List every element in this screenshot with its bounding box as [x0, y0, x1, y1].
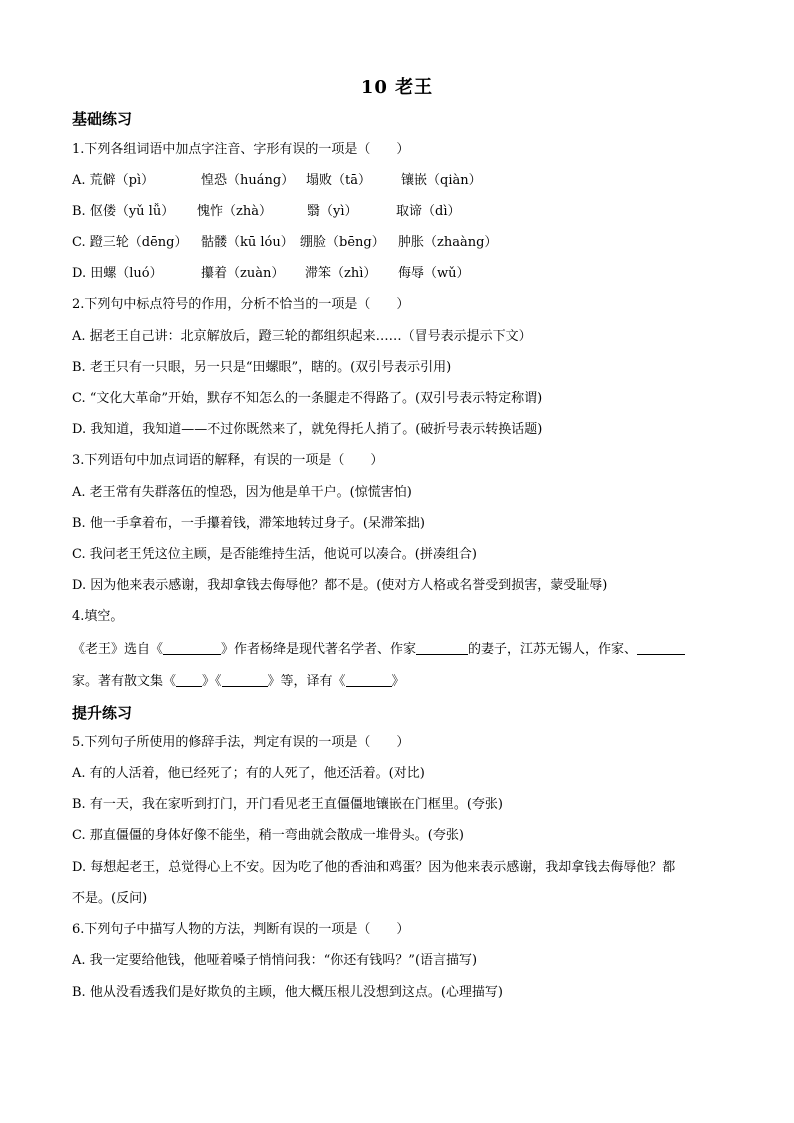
q4-line1-text-a: 《老王》选自《 — [72, 642, 164, 657]
q4-line1-text-b: 》作者杨绛是现代著名学者、作家 — [221, 642, 417, 657]
q3-option-b: B. 他一手拿着布，一手攥着钱，滞笨地转过身子。(呆滞笨拙) — [72, 516, 425, 531]
q1-option-a-item4: 镶嵌（qiàn） — [401, 173, 482, 188]
q1-option-b-item3: 翳（yì） — [307, 204, 358, 219]
q2-option-d: D. 我知道，我知道——不过你既然来了，就免得托人捎了。(破折号表示转换话题) — [72, 422, 543, 437]
q4-line2-text-a: 家。著有散文集《 — [72, 674, 177, 689]
q4-line2-text-b: 》《 — [202, 674, 222, 689]
fill-blank-essay-collection-1[interactable] — [176, 672, 202, 687]
q1-option-b-item1: B. 伛偻（yǔ lǚ） — [72, 204, 175, 219]
page-title: 10 老王 — [360, 77, 434, 98]
fill-blank-essay-collection-2[interactable] — [222, 672, 268, 687]
q1-option-c-item3: 绷脸（bēng） — [300, 235, 385, 250]
q4-fill-line-2 — [72, 672, 405, 691]
fill-blank-husband[interactable] — [416, 640, 468, 655]
q3-option-d: D. 因为他来表示感谢，我却拿钱去侮辱他？都不是。(使对方人格或名誉受到损害，蒙受耻辱) — [72, 578, 608, 593]
q5-option-c: C. 那直僵僵的身体好像不能坐，稍一弯曲就会散成一堆骨头。(夸张) — [72, 828, 464, 843]
q2-option-b: B. 老王只有一只眼，另一只是“田螺眼”，瞎的。(双引号表示引用) — [72, 360, 452, 375]
q5-option-b: B. 有一天，我在家听到打门，开门看见老王直僵僵地镶嵌在门框里。(夸张) — [72, 797, 503, 812]
q6-option-a: A. 我一定要给他钱，他哑着嗓子悄悄问我：“你还有钱吗？”(语言描写) — [72, 953, 478, 968]
q1-option-b-item4: 取谛（dì） — [396, 204, 461, 219]
section-heading-basic: 基础练习 — [72, 110, 133, 128]
q1-option-d-item4: 侮辱（wǔ） — [398, 266, 470, 281]
question-6-stem: 6.下列句子中描写人物的方法，判断有误的一项是（ ） — [72, 922, 410, 937]
section-heading-advanced: 提升练习 — [72, 704, 133, 722]
q4-line1-text-c: 的妻子，江苏无锡人，作家、 — [468, 642, 638, 657]
q4-line2-text-c: 》等，译有《 — [267, 674, 346, 689]
q2-option-c: C. “文化大革命”开始，默存不知怎么的一条腿走不得路了。(双引号表示特定称谓) — [72, 391, 543, 406]
q3-option-c: C. 我问老王凭这位主顾，是否能维持生活，他说可以凑合。(拼凑组合) — [72, 547, 477, 562]
question-4-stem: 4.填空。 — [72, 609, 124, 624]
q1-option-c-item2: 骷髅（kū lóu） — [201, 235, 294, 250]
q1-option-d-item2: 攥着（zuàn） — [201, 266, 285, 281]
q1-option-c-item1: C. 蹬三轮（dēng） — [72, 235, 188, 250]
q5-option-d: D. 每想起老王，总觉得心上不安。因为吃了他的香油和鸡蛋？因为他来表示感谢，我却拿钱去侮辱他？都 — [72, 860, 676, 875]
q1-option-c-item4: 肿胀（zhaàng） — [398, 235, 498, 250]
q1-option-d-item3: 滞笨（zhì） — [305, 266, 377, 281]
fill-blank-profession[interactable] — [637, 640, 685, 655]
q4-line2-text-d: 》 — [391, 674, 405, 689]
q6-option-b: B. 他从没看透我们是好欺负的主顾，他大概压根儿没想到这点。(心理描写) — [72, 985, 503, 1000]
q5-option-d-continued: 不是。(反问) — [72, 891, 148, 906]
q1-option-b-item2: 愧怍（zhà） — [197, 204, 272, 219]
q1-option-d-item1: D. 田螺（luó） — [72, 266, 163, 281]
q1-option-a-item1: A. 荒僻（pì） — [72, 173, 155, 188]
q2-option-a: A. 据老王自己讲：北京解放后，蹬三轮的都组织起来……（冒号表示提示下文） — [72, 329, 532, 344]
question-3-stem: 3.下列语句中加点词语的解释，有误的一项是（ ） — [72, 453, 384, 468]
q4-fill-line-1 — [72, 640, 685, 659]
q1-option-a-item3: 塌败（tā） — [306, 173, 371, 188]
fill-blank-translation[interactable] — [346, 672, 392, 687]
question-2-stem: 2.下列句中标点符号的作用，分析不恰当的一项是（ ） — [72, 297, 410, 312]
question-5-stem: 5.下列句子所使用的修辞手法，判定有误的一项是（ ） — [72, 735, 410, 750]
q1-option-a-item2: 惶恐（huáng） — [201, 173, 295, 188]
question-1-stem: 1.下列各组词语中加点字注音、字形有误的一项是（ ） — [72, 142, 410, 157]
q3-option-a: A. 老王常有失群落伍的惶恐，因为他是单干户。(惊慌害怕) — [72, 485, 412, 500]
q5-option-a: A. 有的人活着，他已经死了；有的人死了，他还活着。(对比) — [72, 766, 425, 781]
fill-blank-source-book[interactable] — [163, 640, 221, 655]
